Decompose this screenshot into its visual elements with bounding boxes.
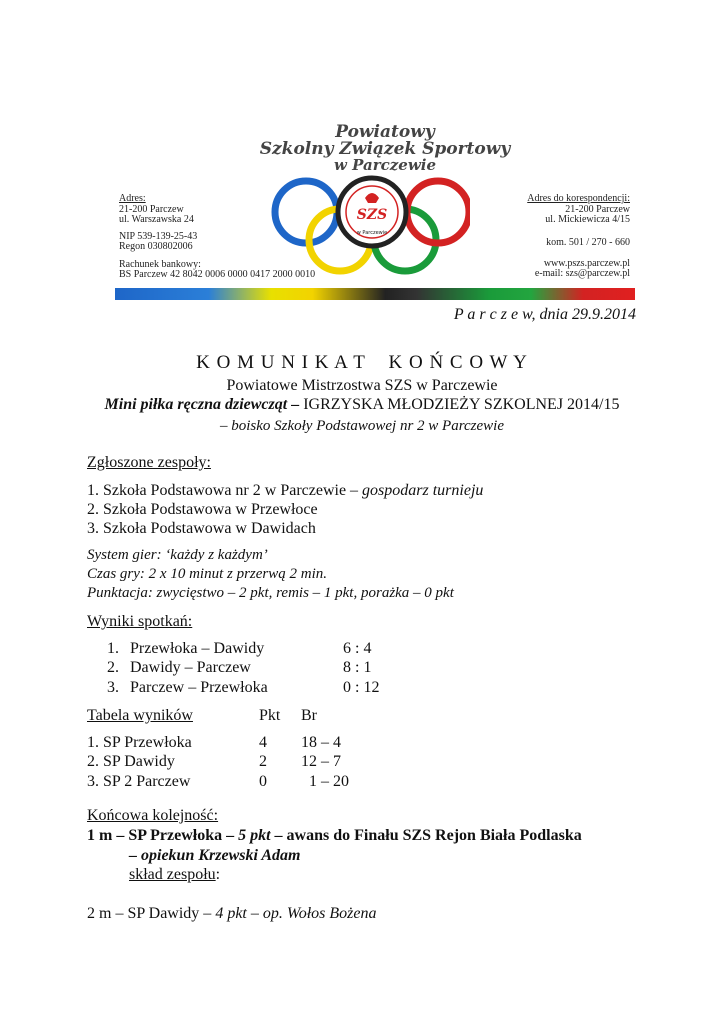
emblem-bottom-text: w Parczewie: [356, 230, 388, 236]
final-second-place: 2 m – SP Dawidy – 4 pkt – op. Wołos Bożena: [87, 905, 377, 922]
nip: NIP 539-139-25-43: [119, 231, 198, 242]
table-row-br: 18 – 4: [301, 734, 341, 751]
address-line1: 21-200 Parczew: [119, 204, 184, 215]
result-score: 0 : 12: [343, 679, 380, 696]
team-item: 1. Szkoła Podstawowa nr 2 w Parczewie – gospodarz turnieju: [87, 482, 484, 499]
phone: kom. 501 / 270 - 660: [546, 237, 630, 248]
result-match: Przewłoka – Dawidy: [130, 640, 265, 657]
teams-heading: Zgłoszone zespoły:: [87, 454, 211, 471]
table-row-br: 1 – 20: [309, 773, 349, 790]
result-num: 1.: [107, 640, 119, 657]
result-match: Dawidy – Parczew: [130, 659, 251, 676]
correspondence-line1: 21-200 Parczew: [565, 204, 630, 215]
event-venue: – boisko Szkoły Podstawowej nr 2 w Parczewie: [219, 418, 504, 434]
team-item: 3. Szkoła Podstawowa w Dawidach: [87, 520, 316, 537]
table-row-pkt: 4: [259, 734, 267, 751]
website-link[interactable]: www.pszs.parczew.pl: [543, 258, 630, 269]
letterhead-title-line3: w Parczewie: [334, 156, 436, 174]
result-score: 8 : 1: [343, 659, 372, 676]
rules-line: Punktacja: zwycięstwo – 2 pkt, remis – 1 pkt, porażka – 0 pkt: [87, 585, 454, 601]
page-title: K O M U N I K A T K O Ń C O W Y: [196, 352, 528, 373]
address-heading: Adres:: [119, 193, 146, 204]
table-row-pkt: 2: [259, 753, 267, 770]
results-heading: Wyniki spotkań:: [87, 613, 193, 630]
result-num: 3.: [107, 679, 119, 696]
event-title-rest: IGRZYSKA MŁODZIEŻY SZKOLNEJ 2014/15: [299, 396, 620, 413]
table-row-team: 2. SP Dawidy: [87, 753, 175, 770]
bank-heading: Rachunek bankowy:: [119, 259, 201, 270]
table-row-team: 3. SP 2 Parczew: [87, 773, 191, 790]
table-col-pkt: Pkt: [259, 707, 281, 724]
emblem-text: SZS: [356, 207, 388, 223]
rules-line: Czas gry: 2 x 10 minut z przerwą 2 min.: [87, 566, 328, 582]
correspondence-line2: ul. Mickiewicza 4/15: [545, 214, 630, 225]
address-line2: ul. Warszawska 24: [119, 214, 194, 225]
subtitle: Powiatowe Mistrzostwa SZS w Parczewie: [226, 377, 498, 394]
event-title-bold: Mini piłka ręczna dziewcząt –: [104, 396, 300, 413]
date-line: P a r c z e w, dnia 29.9.2014: [453, 306, 636, 323]
bank-account: BS Parczew 42 8042 0006 0000 0417 2000 0010: [119, 269, 316, 280]
letterhead-title-line1: Powiatowy: [335, 122, 435, 142]
color-stripe: [115, 288, 635, 300]
table-heading: Tabela wyników: [87, 707, 193, 724]
table-row-team: 1. SP Przewłoka: [87, 734, 192, 751]
final-squad: skład zespołu:: [129, 866, 221, 883]
result-match: Parczew – Przewłoka: [130, 679, 268, 696]
team-item: 2. Szkoła Podstawowa w Przewłoce: [87, 501, 318, 518]
table-row-pkt: 0: [259, 773, 267, 790]
email-link[interactable]: e-mail: szs@parczew.pl: [534, 268, 630, 279]
correspondence-heading: Adres do korespondencji:: [527, 193, 630, 204]
final-first-place: 1 m – SP Przewłoka – 5 pkt – awans do Finału SZS Rejon Biała Podlaska: [87, 827, 582, 844]
rules-line: System gier: ‘każdy z każdym’: [87, 547, 268, 563]
final-coach: – opiekun Krzewski Adam: [129, 847, 301, 864]
table-row-br: 12 – 7: [301, 753, 341, 770]
regon: Regon 030802006: [119, 241, 193, 252]
final-heading: Końcowa kolejność:: [87, 807, 219, 824]
result-num: 2.: [107, 659, 119, 676]
letterhead-title-line2: Szkolny Związek Sportowy: [259, 139, 511, 159]
szs-emblem: [338, 178, 406, 246]
result-score: 6 : 4: [343, 640, 372, 657]
table-col-br: Br: [301, 707, 317, 724]
event-title: [0, 396, 724, 414]
